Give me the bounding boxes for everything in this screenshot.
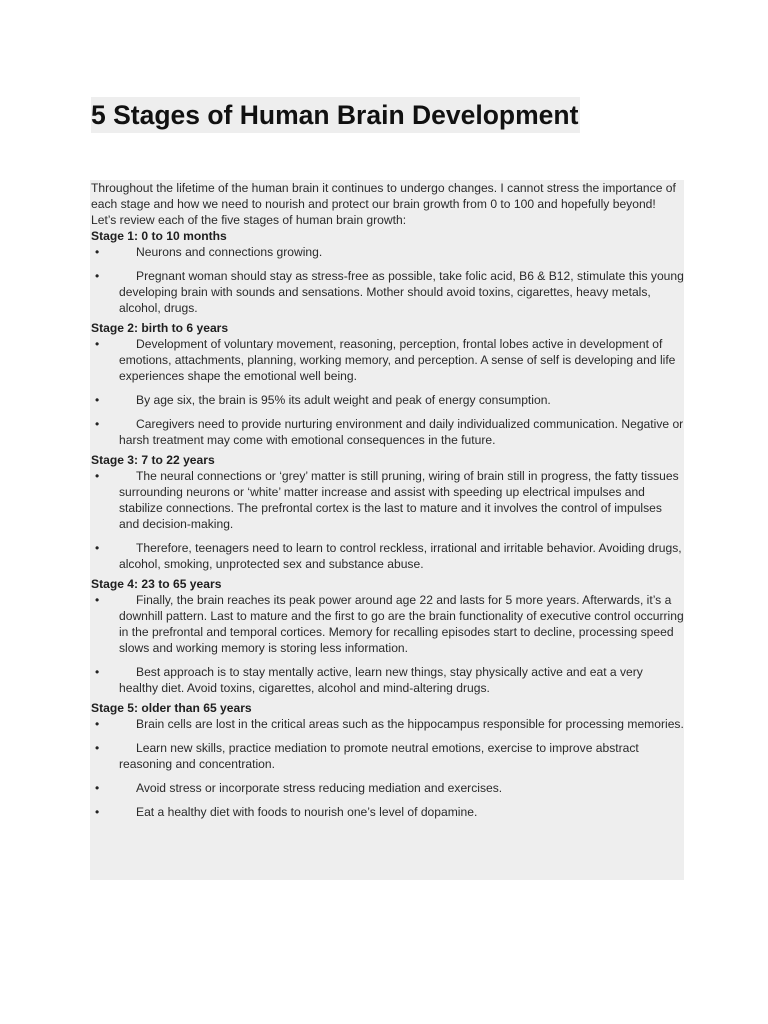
title-block (91, 97, 580, 133)
document-body (90, 180, 684, 880)
list-item (91, 336, 684, 384)
intro-lead-in: Let’s review each of the five stages of human brain growth: (91, 213, 407, 227)
stage-2-list (91, 336, 684, 448)
stage-5-list (91, 716, 684, 820)
stage-2-section (91, 320, 684, 448)
list-item-text: Best approach is to stay mentally active, learn new things, stay physically active and eat a very healthy diet. Avoid toxins, cigarettes, alcohol and mind-altering drugs. (119, 665, 643, 695)
list-item-text: Eat a healthy diet with foods to nourish one’s level of dopamine. (136, 805, 478, 819)
list-item (91, 804, 684, 820)
list-item (91, 780, 684, 796)
list-item (91, 664, 684, 696)
list-item (91, 244, 684, 260)
bullet-icon: • (95, 593, 100, 607)
list-item-text: The neural connections or ‘grey’ matter is still pruning, wiring of brain still in progress, the fatty tissues surrounding neurons or ‘white’ matter increase and assist with speeding up electrical impulses and stabilize connections. The prefrontal cortex is the last to mature and it involves the control of impulses and decision-making. (119, 469, 679, 531)
stage-1-section (91, 228, 684, 316)
list-item-text: By age six, the brain is 95% its adult weight and peak of energy consumption. (136, 393, 551, 407)
bullet-icon: • (95, 781, 100, 795)
list-item (91, 392, 684, 408)
list-item-text: Finally, the brain reaches its peak power around age 22 and lasts for 5 more years. Afterwards, it’s a downhill pattern. Last to mature and the first to go are the brain functionality of executive control occurring in the prefrontal and temporal cortices. Memory for recalling episodes start to decline, processing speed slows and working memory is storing less information. (119, 593, 684, 655)
bullet-icon: • (95, 665, 100, 679)
list-item (91, 592, 684, 656)
list-item-text: Neurons and connections growing. (136, 245, 323, 259)
bullet-icon: • (95, 269, 100, 283)
bullet-icon: • (95, 417, 100, 431)
list-item (91, 468, 684, 532)
stage-5-section (91, 700, 684, 820)
stage-1-list (91, 244, 684, 316)
list-item (91, 416, 684, 448)
bullet-icon: • (95, 805, 100, 819)
list-item (91, 540, 684, 572)
list-item (91, 716, 684, 732)
bullet-icon: • (95, 741, 100, 755)
page-title: 5 Stages of Human Brain Development (91, 100, 579, 130)
list-item-text: Avoid stress or incorporate stress reducing mediation and exercises. (136, 781, 503, 795)
bullet-icon: • (95, 717, 100, 731)
stage-3-heading: Stage 3: 7 to 22 years (91, 453, 215, 467)
bullet-icon: • (95, 469, 100, 483)
stage-3-list (91, 468, 684, 572)
bullet-icon: • (95, 337, 100, 351)
stage-4-heading: Stage 4: 23 to 65 years (91, 577, 222, 591)
bullet-icon: • (95, 245, 100, 259)
stage-1-heading: Stage 1: 0 to 10 months (91, 229, 227, 243)
list-item-text: Pregnant woman should stay as stress-free as possible, take folic acid, B6 & B12, stimulate this young developing brain with sounds and sensations. Mother should avoid toxins, cigarettes, heavy metals, alcohol, drugs. (119, 269, 684, 315)
bullet-icon: • (95, 393, 100, 407)
stage-4-list (91, 592, 684, 696)
stage-2-heading: Stage 2: birth to 6 years (91, 321, 229, 335)
stage-4-section (91, 576, 684, 696)
list-item (91, 740, 684, 772)
list-item-text: Development of voluntary movement, reasoning, perception, frontal lobes active in development of emotions, attachments, planning, working memory, and perception. A sense of self is developing and life experiences shape the emotional well being. (119, 337, 676, 383)
list-item-text: Caregivers need to provide nurturing environment and daily individualized communication. Negative or harsh treatment may come with emotional consequences in the future. (119, 417, 684, 447)
list-item (91, 268, 684, 316)
list-item-text: Therefore, teenagers need to learn to control reckless, irrational and irritable behavior. Avoiding drugs, alcohol, smoking, unprotected sex and substance abuse. (119, 541, 682, 571)
bullet-icon: • (95, 541, 100, 555)
list-item-text: Learn new skills, practice mediation to promote neutral emotions, exercise to improve abstract reasoning and concentration. (119, 741, 639, 771)
intro (91, 180, 684, 228)
stage-3-section (91, 452, 684, 572)
intro-paragraph: Throughout the lifetime of the human brain it continues to undergo changes. I cannot stress the importance of each stage and how we need to nourish and protect our brain growth from 0 to 100 and hopefully beyond! (91, 181, 676, 211)
list-item-text: Brain cells are lost in the critical areas such as the hippocampus responsible for processing memories. (136, 717, 684, 731)
stage-5-heading: Stage 5: older than 65 years (91, 701, 252, 715)
